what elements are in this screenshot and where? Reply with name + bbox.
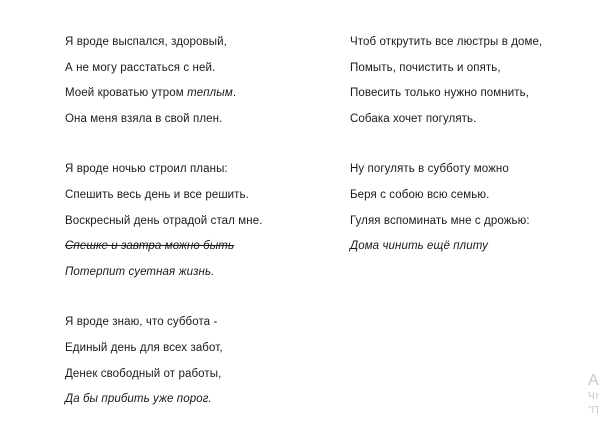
watermark-line: Чт <box>588 391 600 402</box>
poem-line-strikethrough: Спешке и завтра можно быть <box>65 240 235 253</box>
poem-line: Воскресный день отрадой стал мне. <box>65 214 263 227</box>
poem-line-text: Моей кроватью утром <box>65 87 188 100</box>
poem-line: Помыть, почистить и опять, <box>350 61 501 74</box>
poem-line: А не могу расстаться с ней. <box>65 61 216 74</box>
poem-line-italic: Дома чинить ещё плиту <box>350 240 489 253</box>
poem-line: Спешить весь день и все решить. <box>65 188 249 201</box>
poem-line-punctuation: . <box>232 87 237 100</box>
stanza-3 <box>65 310 335 412</box>
poem-line: Она меня взяла в свой плен. <box>65 112 223 125</box>
poem-line-italic: Потерпит суетная жизнь. <box>65 265 215 278</box>
poem-line-italic-word: теплым <box>187 87 233 100</box>
stanza-4 <box>350 30 590 132</box>
poem-line: Я вроде знаю, что суббота - <box>65 316 218 329</box>
poem-line: Чтоб открутить все люстры в доме, <box>350 36 543 48</box>
poem-line: Беря с собою всю семью. <box>350 188 490 201</box>
poem-line <box>65 81 335 107</box>
poem-right-column <box>350 30 590 260</box>
poem-line: Гуляя вспоминать мне с дрожью: <box>350 214 530 227</box>
poem-line: Единый день для всех забот, <box>65 341 223 354</box>
poem-line: Денек свободный от работы, <box>65 367 222 380</box>
stanza-5 <box>350 157 590 259</box>
poem-line: Собака хочет погулять. <box>350 112 477 125</box>
poem-left-column <box>65 30 335 413</box>
stanza-1 <box>65 30 335 132</box>
watermark-line: "П <box>588 405 599 416</box>
stanza-2 <box>65 157 335 285</box>
poem-line: Повесить только нужно помнить, <box>350 87 530 100</box>
next-page-watermark <box>588 372 600 418</box>
poem-line-italic: Да бы прибить уже порог. <box>65 393 212 406</box>
poem-line: Ну погулять в субботу можно <box>350 163 509 176</box>
poem-line: Я вроде ночью строил планы: <box>65 163 228 176</box>
poem-line: Я вроде выспался, здоровый, <box>65 36 227 48</box>
watermark-line: А <box>588 372 599 389</box>
